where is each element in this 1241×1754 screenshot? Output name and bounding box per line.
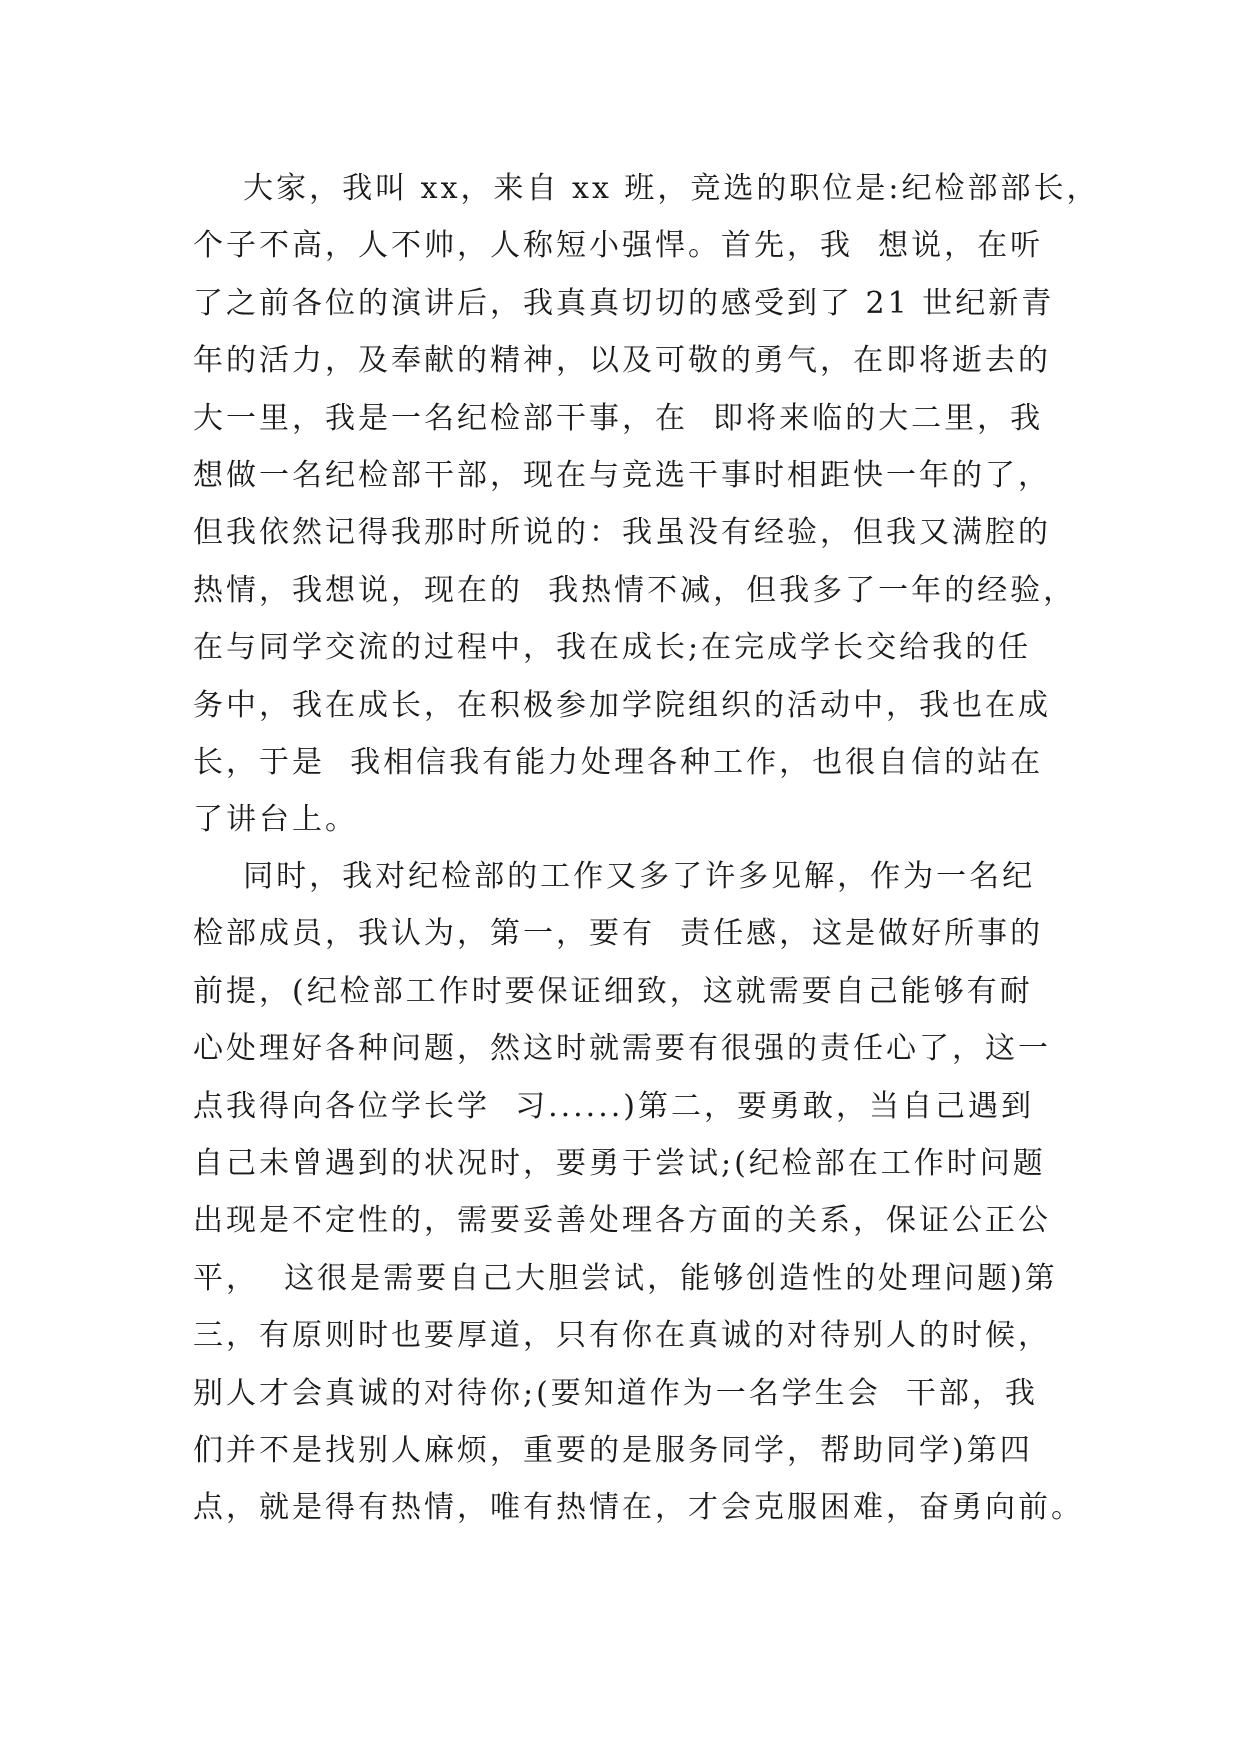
text-line: 在与同学交流的过程中，我在成长;在完成学长交给我的任 (193, 630, 1032, 666)
text-line: 了讲台上。 (193, 802, 358, 838)
text-line: 检部成员，我认为，第一，要有 责任感，这是做好所事的 (193, 916, 1044, 952)
text-line: 了之前各位的演讲后，我真真切切的感受到了 21 世纪新青 (193, 285, 1055, 321)
text-line: 热情，我想说，现在的 我热情不减，但我多了一年的经验， (193, 572, 1077, 608)
text-line: 想做一名纪检部干部，现在与竞选干事时相距快一年的了， (193, 457, 1051, 493)
text-line: 同时，我对纪检部的工作又多了许多见解，作为一名纪 (193, 859, 1036, 894)
text-line: 平， 这很是需要自己大胆尝试，能够创造性的处理问题)第 (193, 1260, 1058, 1296)
text-line: 别人才会真诚的对待你;(要知道作为一名学生会 干部，我 (193, 1375, 1038, 1411)
text-line: 出现是不定性的，需要妥善处理各方面的关系，保证公正公 (193, 1203, 1051, 1239)
paragraph-1 (193, 160, 1100, 849)
text-line: 点，就是得有热情，唯有热情在，才会克服困难，奋勇向前。 (193, 1490, 1084, 1526)
paragraph-2 (193, 848, 1093, 1537)
text-line: 年的活力，及奉献的精神，以及可敬的勇气，在即将逝去的 (193, 343, 1051, 379)
text-line: 大家，我叫 xx，来自 xx 班，竞选的职位是:纪检部部长， (193, 171, 1100, 206)
text-line: 们并不是找别人麻烦，重要的是服务同学，帮助同学)第四 (193, 1432, 1033, 1468)
text-line: 务中，我在成长，在积极参加学院组织的活动中，我也在成 (193, 687, 1051, 723)
text-line: 大一里，我是一名纪检部干事，在 即将来临的大二里，我 (193, 400, 1044, 436)
text-line: 长，于是 我相信我有能力处理各种工作，也很自信的站在 (193, 744, 1044, 780)
text-line: 但我依然记得我那时所说的：我虽没有经验，但我又满腔的 (193, 515, 1051, 551)
text-line: 个子不高，人不帅，人称短小强悍。首先，我 想说，在听 (193, 228, 1044, 264)
text-line: 前提，(纪检部工作时要保证细致，这就需要自己能够有耐 (193, 973, 1033, 1009)
text-line: 点我得向各位学长学 习......)第二，要勇敢，当自己遇到 (193, 1088, 1034, 1124)
text-line: 三，有原则时也要厚道，只有你在真诚的对待别人的时候， (193, 1318, 1051, 1354)
text-line: 心处理好各种问题，然这时就需要有很强的责任心了，这一 (193, 1031, 1051, 1067)
text-line: 自己未曾遇到的状况时，要勇于尝试;(纪检部在工作时问题 (193, 1145, 1046, 1181)
